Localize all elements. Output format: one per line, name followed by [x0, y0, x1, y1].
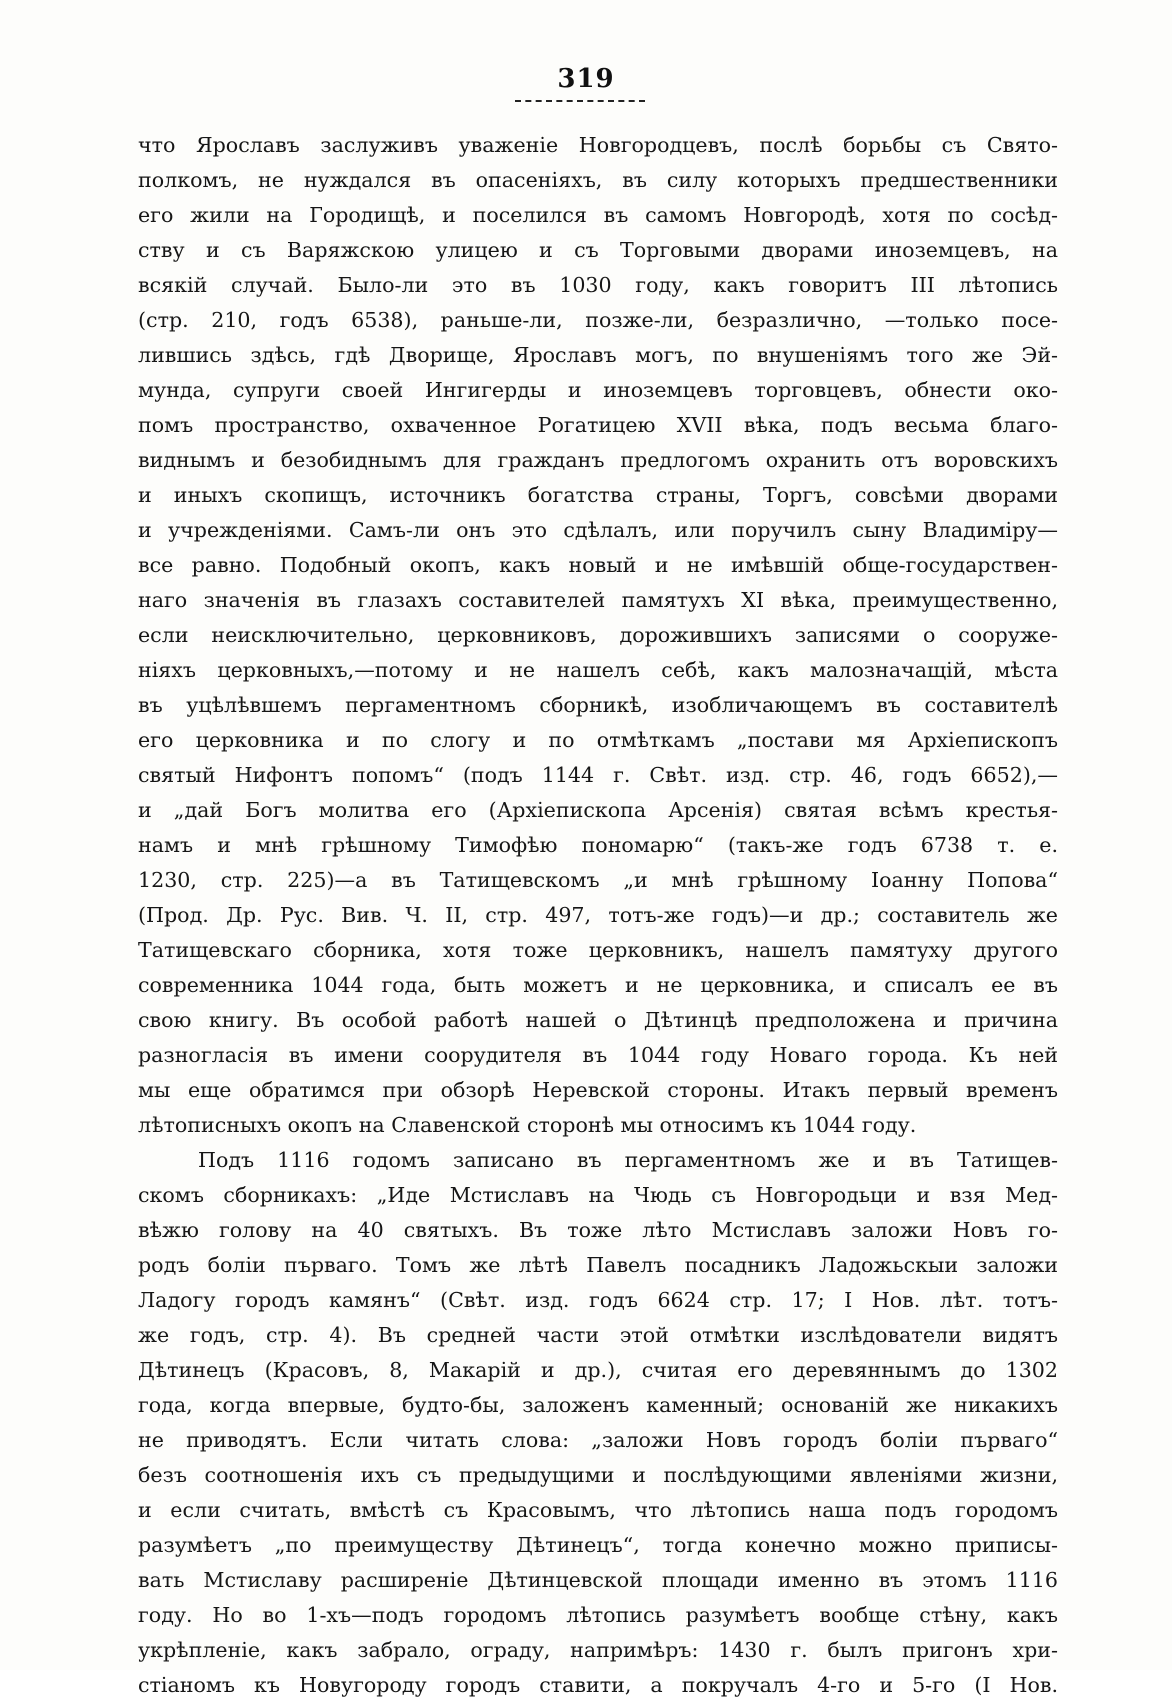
- text-line: и „дай Богъ молитва его (Архіепископа Арсенія) святая всѣмъ крестья-: [138, 798, 1058, 822]
- text-line: святый Нифонтъ попомъ“ (подъ 1144 г. Свѣт. изд. стр. 46, годъ 6652),—: [138, 763, 1058, 787]
- paragraph-1: [138, 128, 1058, 1143]
- text-line: и если считать, вмѣстѣ съ Красовымъ, что лѣтопись наша подъ городомъ: [138, 1498, 1058, 1522]
- text-line: помъ пространство, охваченное Рогатицею XVII вѣка, подъ весьма благо-: [138, 413, 1058, 437]
- text-line: году. Но во 1-хъ—подъ городомъ лѣтопись разумѣетъ вообще стѣну, какъ: [138, 1603, 1058, 1627]
- text-line: вать Мстиславу расширеніе Дѣтинцевской площади именно въ этомъ 1116: [138, 1568, 1058, 1592]
- text-line: всякій случай. Было-ли это въ 1030 году, какъ говоритъ III лѣтопись: [138, 273, 1058, 297]
- text-line: все равно. Подобный окопъ, какъ новый и не имѣвшій обще-государствен-: [138, 553, 1058, 577]
- text-line: года, когда впервые, будто-бы, заложенъ каменный; основаній же никакихъ: [138, 1393, 1058, 1417]
- text-line: намъ и мнѣ грѣшному Тимофѣю пономарю“ (такъ-же годъ 6738 т. е.: [138, 833, 1058, 857]
- text-line: (Прод. Др. Рус. Вив. Ч. II, стр. 497, тотъ-же годъ)—и др.; составитель же: [138, 903, 1058, 927]
- text-line: въ уцѣлѣвшемъ пергаментномъ сборникѣ, изобличающемъ въ составителѣ: [138, 693, 1058, 717]
- text-line: виднымъ и безобиднымъ для гражданъ предлогомъ охранить отъ воровскихъ: [138, 448, 1058, 472]
- text-line: Дѣтинецъ (Красовъ, 8, Макарій и др.), считая его деревяннымъ до 1302: [138, 1358, 1058, 1382]
- text-line: стіаномъ къ Новугороду городъ ставити, а покручалъ 4-го и 5-го (I Нов.: [138, 1673, 1058, 1697]
- text-line: ству и съ Варяжскою улицею и съ Торговыми дворами иноземцевъ, на: [138, 238, 1058, 262]
- text-line: родъ боліи първаго. Томъ же лѣтѣ Павелъ посадникъ Ладожьскыи заложи: [138, 1253, 1058, 1277]
- text-line: безъ соотношенія ихъ съ предыдущими и послѣдующими явленіями жизни,: [138, 1463, 1058, 1487]
- paragraph-2: [138, 1143, 1058, 1703]
- body-text: [138, 128, 1058, 1703]
- text-line: полкомъ, не нуждался въ опасеніяхъ, въ силу которыхъ предшественники: [138, 168, 1058, 192]
- header-rule: [515, 100, 645, 102]
- text-line: Ладогу городъ камянъ“ (Свѣт. изд. годъ 6624 стр. 17; I Нов. лѣт. тотъ-: [138, 1288, 1058, 1312]
- text-line: разумѣетъ „по преимуществу Дѣтинецъ“, тогда конечно можно приписы-: [138, 1533, 1058, 1557]
- text-line: не приводятъ. Если читать слова: „заложи Новъ городъ боліи първаго“: [138, 1428, 1058, 1452]
- text-line: и учрежденіями. Самъ-ли онъ это сдѣлалъ, или поручилъ сыну Владиміру—: [138, 518, 1058, 542]
- page-number: 319: [557, 64, 615, 94]
- text-line: укрѣпленіе, какъ забрало, ограду, напримѣръ: 1430 г. былъ пригонъ хри-: [138, 1638, 1058, 1662]
- text-line: современника 1044 года, быть можетъ и не церковника, и списалъ ее въ: [138, 973, 1058, 997]
- text-line: мунда, супруги своей Ингигерды и иноземцевъ торговцевъ, обнести око-: [138, 378, 1058, 402]
- text-line: свою книгу. Въ особой работѣ нашей о Дѣтинцѣ предположена и причина: [138, 1008, 1058, 1032]
- text-line: если неисключительно, церковниковъ, дорожившихъ записями о сооруже-: [138, 623, 1058, 647]
- text-line: Татищевскаго сборника, хотя тоже церковникъ, нашелъ памятуху другого: [138, 938, 1058, 962]
- text-line: вѣжю голову на 40 святыхъ. Въ тоже лѣто Мстиславъ заложи Новъ го-: [138, 1218, 1058, 1242]
- text-line: лившись здѣсь, гдѣ Дворище, Ярославъ могъ, по внушеніямъ того же Эй-: [138, 343, 1058, 367]
- text-line: его церковника и по слогу и по отмѣткамъ „постави мя Архіепископъ: [138, 728, 1058, 752]
- text-line: мы еще обратимся при обзорѣ Неревской стороны. Итакъ первый временъ: [138, 1078, 1058, 1102]
- text-line: лѣтописныхъ окопъ на Славенской сторонѣ мы относимъ къ 1044 году.: [138, 1113, 917, 1137]
- text-line: Подъ 1116 годомъ записано въ пергаментномъ же и въ Татищев-: [198, 1148, 1058, 1172]
- text-line: и иныхъ скопищъ, источникъ богатства страны, Торгъ, совсѣми дворами: [138, 483, 1058, 507]
- text-line: наго значенія въ глазахъ составителей памятухъ XI вѣка, преимущественно,: [138, 588, 1058, 612]
- text-line: 1230, стр. 225)—а въ Татищевскомъ „и мнѣ грѣшному Іоанну Попова“: [138, 868, 1058, 892]
- text-line: его жили на Городищѣ, и поселился въ самомъ Новгородѣ, хотя по сосѣд-: [138, 203, 1058, 227]
- text-line: скомъ сборникахъ: „Иде Мстиславъ на Чюдь съ Новгородьци и взя Мед-: [138, 1183, 1058, 1207]
- text-line: разногласія въ имени соорудителя въ 1044 году Новаго города. Къ ней: [138, 1043, 1058, 1067]
- text-line: же годъ, стр. 4). Въ средней части этой отмѣтки изслѣдователи видятъ: [138, 1323, 1058, 1347]
- text-line: ніяхъ церковныхъ,—потому и не нашелъ себѣ, какъ малозначащій, мѣста: [138, 658, 1058, 682]
- text-line: (стр. 210, годъ 6538), раньше-ли, позже-ли, безразлично, —только посе-: [138, 308, 1058, 332]
- text-line: что Ярославъ заслуживъ уваженіе Новгородцевъ, послѣ борьбы съ Свято-: [138, 133, 1058, 157]
